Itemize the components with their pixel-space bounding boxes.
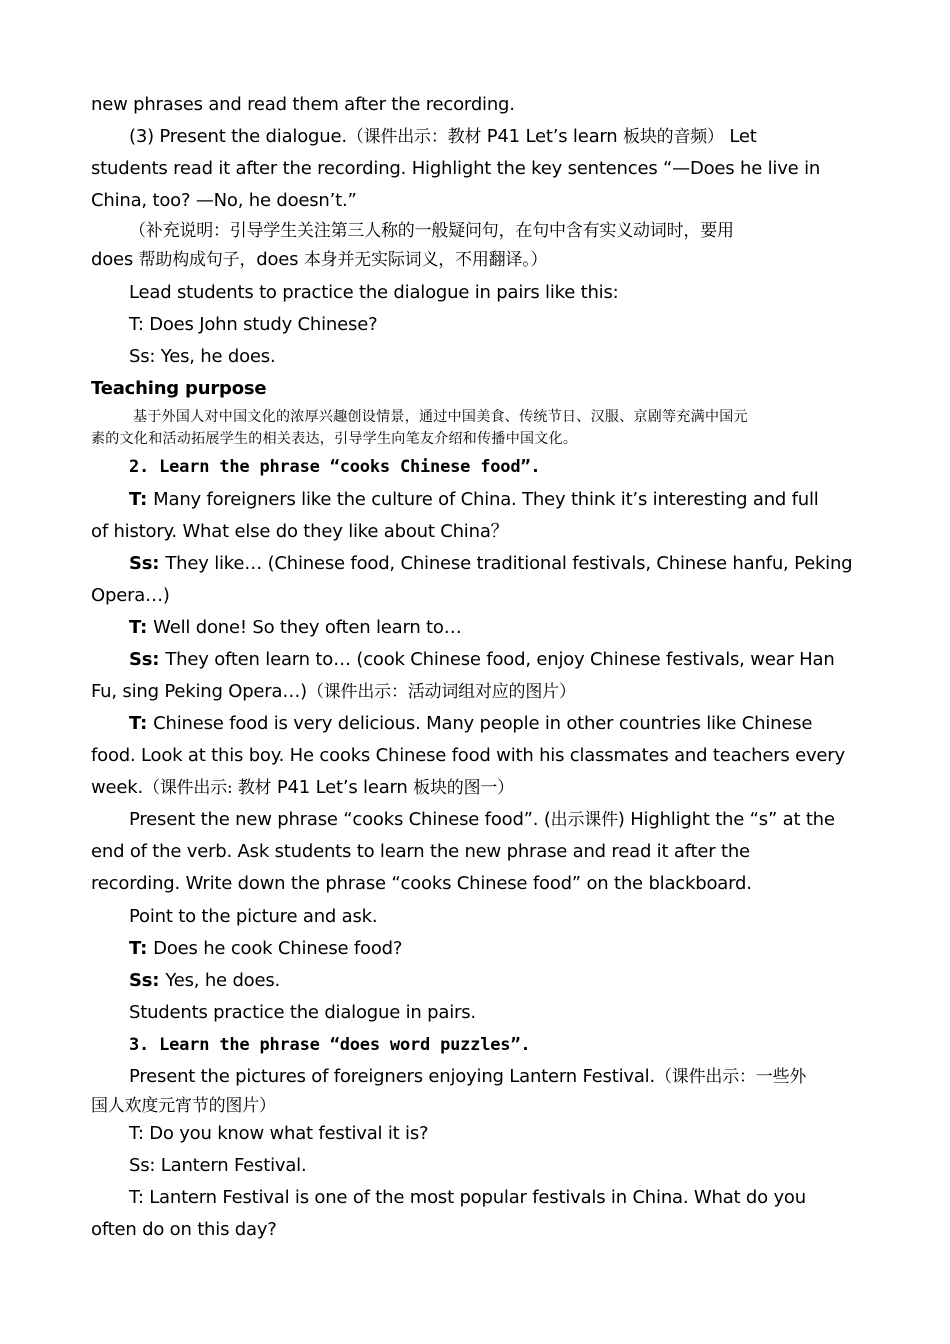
text-line: 国人欢度元宵节的图片） <box>91 1096 276 1116</box>
text-line: often do on this day? <box>91 1219 277 1240</box>
text-line: new phrases and read them after the recording. <box>91 94 515 115</box>
text-line: (3) Present the dialogue.（课件出示：教材 P41 Let’s learn 板块的音频） Let <box>129 126 757 147</box>
dialogue-line: T: Many foreigners like the culture of China. They think it’s interesting and full <box>129 489 819 510</box>
dialogue-line: T: Does he cook Chinese food? <box>129 938 403 959</box>
dialogue-line: Ss: They often learn to… (cook Chinese food, enjoy Chinese festivals, wear Han <box>129 649 835 670</box>
text-line: Present the new phrase “cooks Chinese food”. (出示课件) Highlight the “s” at the <box>129 809 835 830</box>
dialogue-line: T: Chinese food is very delicious. Many people in other countries like Chinese <box>129 713 813 734</box>
purpose-text: 基于外国人对中国文化的浓厚兴趣创设情景，通过中国美食、传统节日、汉服、京剧等充满中国元 <box>133 409 748 425</box>
text-line: Students practice the dialogue in pairs. <box>129 1002 476 1023</box>
dialogue-line: Ss: Yes, he does. <box>129 970 281 991</box>
text-line: week.（课件出示: 教材 P41 Let’s learn 板块的图一） <box>91 777 514 798</box>
text-line: Present the pictures of foreigners enjoying Lantern Festival.（课件出示：一些外 <box>129 1066 807 1087</box>
text-line: Point to the picture and ask. <box>129 906 378 927</box>
dialogue-line: T: Do you know what festival it is? <box>129 1123 429 1144</box>
supplementary-note: does 帮助构成句子，does 本身并无实际词义，不用翻译。） <box>91 249 548 270</box>
text-line: Opera…) <box>91 585 170 606</box>
dialogue-line: T: Well done! So they often learn to… <box>129 617 462 638</box>
purpose-text: 素的文化和活动拓展学生的相关表达，引导学生向笔友介绍和传播中国文化。 <box>91 431 578 447</box>
text-line: food. Look at this boy. He cooks Chinese food with his classmates and teachers every <box>91 745 845 766</box>
text-line: Lead students to practice the dialogue in pairs like this: <box>129 282 619 303</box>
text-line: students read it after the recording. Highlight the key sentences “—Does he live in <box>91 158 821 179</box>
dialogue-line: Ss: Yes, he does. <box>129 346 276 367</box>
text-line: recording. Write down the phrase “cooks Chinese food” on the blackboard. <box>91 873 752 894</box>
dialogue-line: Ss: Lantern Festival. <box>129 1155 307 1176</box>
dialogue-line: T: Does John study Chinese? <box>129 314 378 335</box>
text-line: end of the verb. Ask students to learn the new phrase and read it after the <box>91 841 750 862</box>
text-line: of history. What else do they like about China？ <box>91 521 509 542</box>
section-heading: Teaching purpose <box>91 378 267 399</box>
dialogue-line: Ss: They like… (Chinese food, Chinese traditional festivals, Chinese hanfu, Peking <box>129 553 853 574</box>
step-heading: 2. Learn the phrase “cooks Chinese food”. <box>129 457 541 477</box>
supplementary-note: （补充说明：引导学生关注第三人称的一般疑问句，在句中含有实义动词时，要用 <box>129 221 734 241</box>
step-heading: 3. Learn the phrase “does word puzzles”. <box>129 1035 531 1055</box>
dialogue-line: T: Lantern Festival is one of the most popular festivals in China. What do you <box>129 1187 806 1208</box>
text-line: China, too? —No, he doesn’t.” <box>91 190 357 211</box>
text-line: Fu, sing Peking Opera…)（课件出示：活动词组对应的图片） <box>91 681 576 702</box>
